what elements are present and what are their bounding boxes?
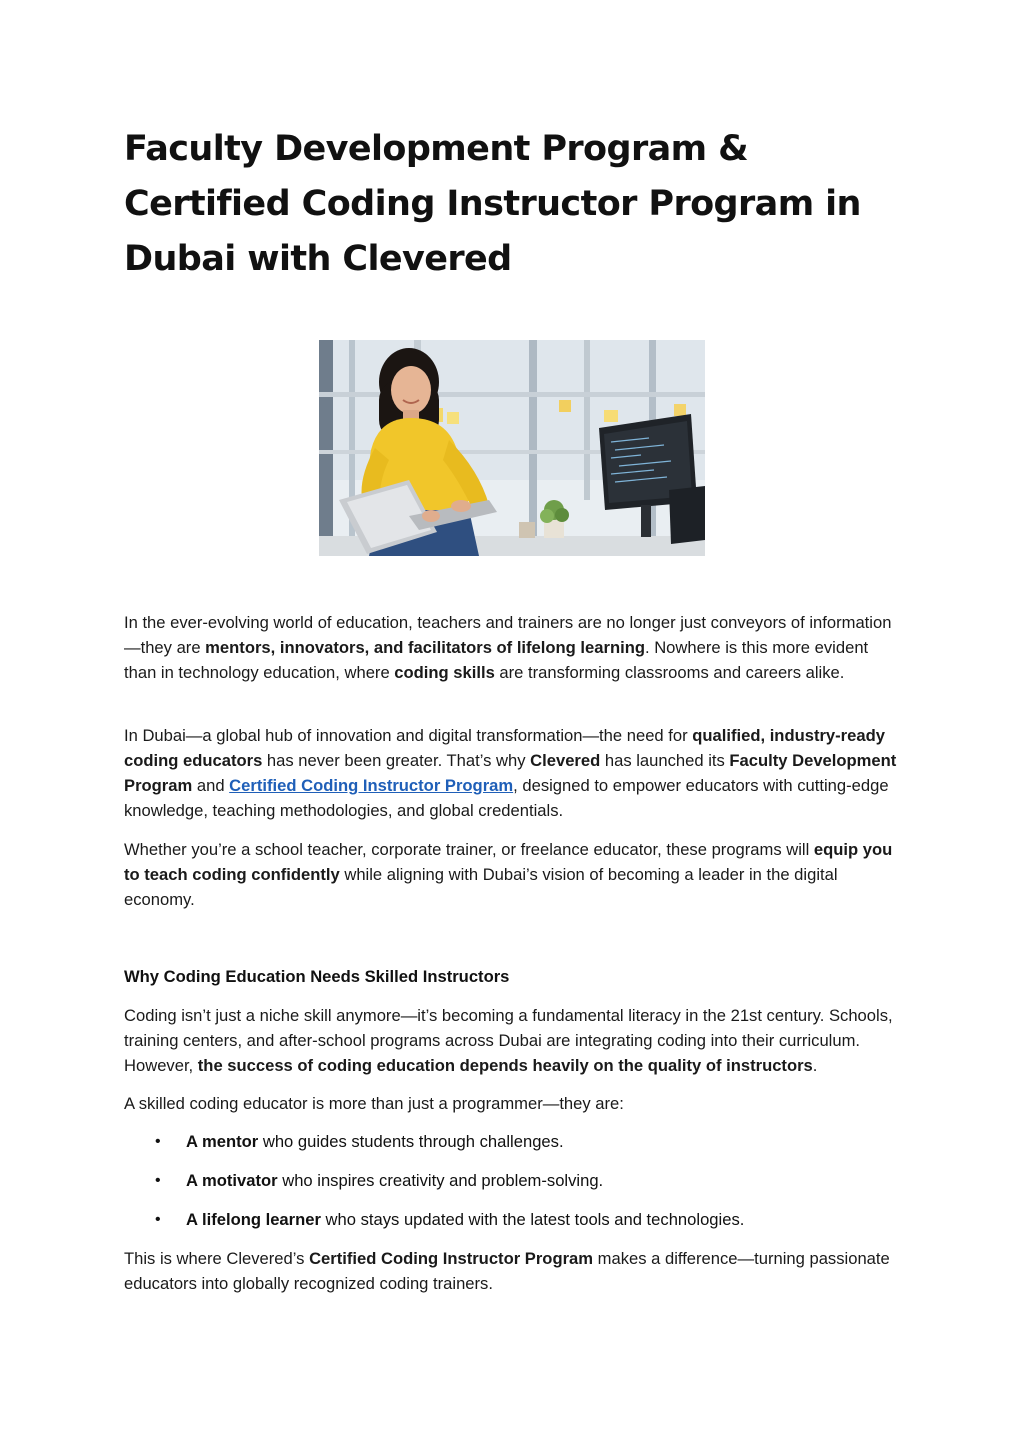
- emphasis-text: Certified Coding Instructor Program: [309, 1249, 594, 1268]
- text-segment: makes a difference—turning passionate educators into globally recognized coding trainers.: [124, 1249, 890, 1293]
- bullet-icon: •: [155, 1172, 161, 1189]
- certified-program-link[interactable]: Certified Coding Instructor Program: [229, 776, 514, 795]
- emphasis-text: equip you to teach coding confidently: [124, 840, 893, 884]
- text-segment: has launched its: [600, 751, 730, 770]
- text-segment: while aligning with Dubai’s vision of becoming a leader in the digital economy.: [124, 865, 838, 909]
- text-segment: . Nowhere is this more evident than in technology education, where: [124, 638, 869, 682]
- intro-paragraph-3: [124, 837, 900, 912]
- text-segment: who guides students through challenges.: [258, 1132, 564, 1151]
- emphasis-text: the success of coding education depends heavily on the quality of instructors: [197, 1056, 813, 1075]
- page-title: Faculty Development Program & Certified Coding Instructor Program in Dubai with Clevered: [124, 129, 861, 279]
- emphasis-text: Clevered: [530, 751, 601, 770]
- list-item: [124, 1207, 900, 1246]
- section-paragraph-3: [124, 1246, 900, 1296]
- text-segment: Whether you’re a school teacher, corporate trainer, or freelance educator, these programs will: [124, 840, 814, 859]
- text-segment: who inspires creativity and problem-solving.: [277, 1171, 604, 1190]
- bullet-icon: •: [155, 1211, 161, 1228]
- hero-image: [319, 340, 705, 556]
- text-segment: who stays updated with the latest tools and technologies.: [320, 1210, 745, 1229]
- emphasis-text: A lifelong learner: [186, 1210, 321, 1229]
- bullet-icon: •: [155, 1133, 161, 1150]
- emphasis-text: Faculty Development Program: [124, 751, 897, 795]
- list-item: [124, 1168, 900, 1207]
- text-segment: In the ever-evolving world of education, teachers and trainers are no longer just conveyors of information—they are: [124, 613, 892, 657]
- text-segment: This is where Clevered’s: [124, 1249, 310, 1268]
- text-segment: has never been greater. That’s why: [262, 751, 531, 770]
- emphasis-text: coding skills: [394, 663, 495, 682]
- emphasis-text: A motivator: [186, 1171, 278, 1190]
- list-item: [124, 1129, 900, 1168]
- text-segment: .: [812, 1056, 818, 1075]
- qualities-list: [124, 1129, 900, 1246]
- section-paragraph-1: [124, 1003, 900, 1078]
- emphasis-text: A mentor: [186, 1132, 259, 1151]
- text-segment: are transforming classrooms and careers alike.: [494, 663, 845, 682]
- woman-with-laptop-photo: [319, 340, 705, 556]
- text-segment: Coding isn’t just a niche skill anymore—it’s becoming a fundamental literacy in the 21st century. Schools, training centers, and after-school programs across Dubai are integrating coding into their curriculum. However,: [124, 1006, 893, 1075]
- emphasis-text: qualified, industry-ready coding educators: [124, 726, 885, 770]
- emphasis-text: mentors, innovators, and facilitators of lifelong learning: [205, 638, 645, 657]
- text-segment: , designed to empower educators with cutting-edge knowledge, teaching methodologies, and global credentials.: [124, 776, 889, 820]
- intro-paragraph-2: [124, 723, 900, 823]
- section-heading: Why Coding Education Needs Skilled Instructors: [124, 967, 510, 986]
- intro-paragraph-1: [124, 610, 900, 685]
- text-segment: In Dubai—a global hub of innovation and digital transformation—the need for: [124, 726, 693, 745]
- section-paragraph-2: A skilled coding educator is more than just a programmer—they are:: [124, 1094, 624, 1113]
- text-segment: and: [192, 776, 230, 795]
